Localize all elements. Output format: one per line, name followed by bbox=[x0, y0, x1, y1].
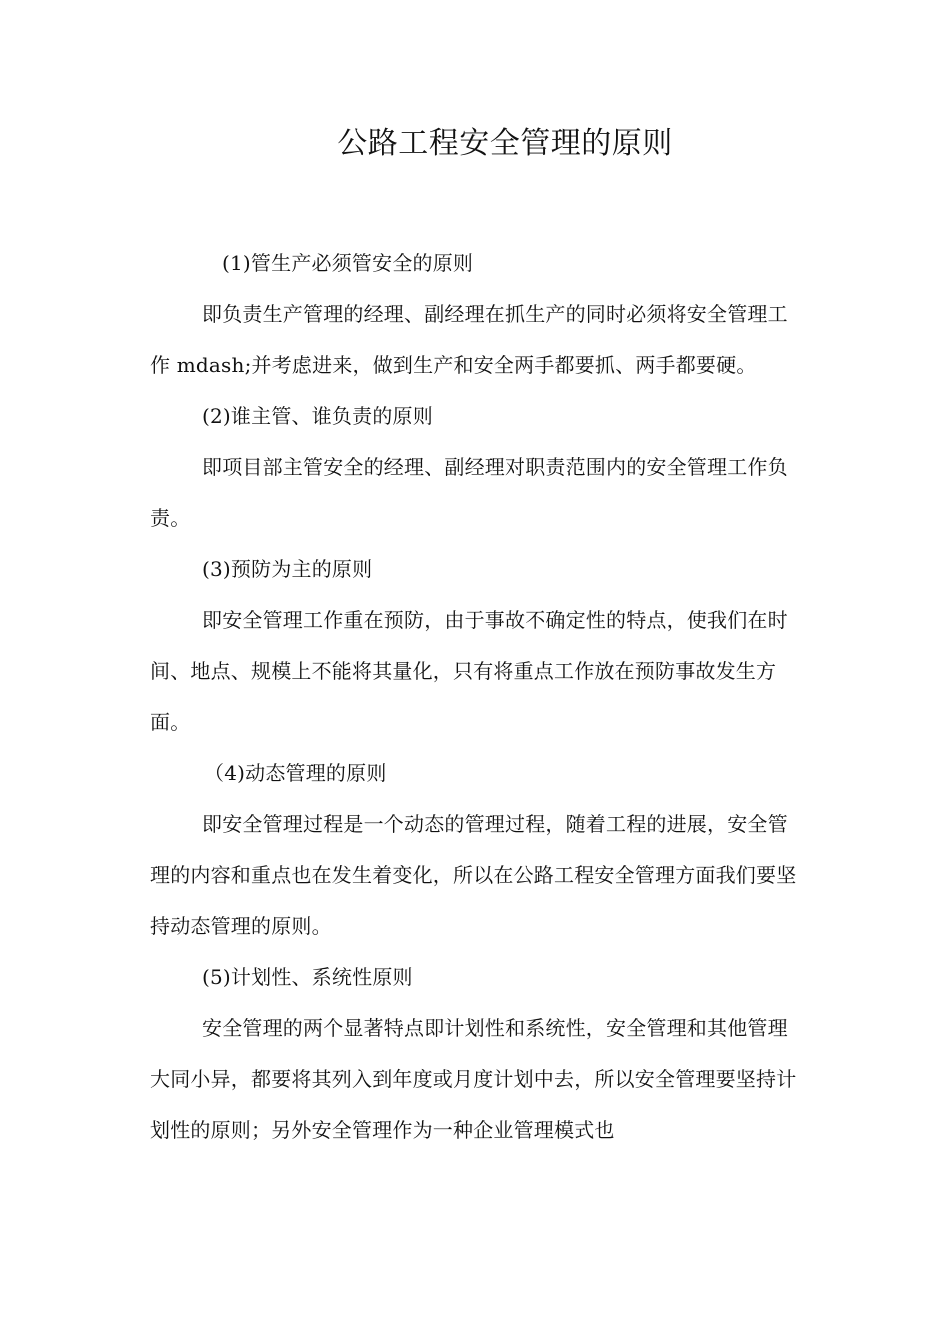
document-body bbox=[150, 238, 805, 1156]
section-heading-5: (5)计划性、系统性原则 bbox=[202, 965, 413, 989]
paragraph-3: 即安全管理工作重在预防，由于事故不确定性的特点，使我们在时间、地点、规模上不能将其量化，只有将重点工作放在预防事故发生方面。 bbox=[150, 608, 788, 734]
section-heading-2: (2)谁主管、谁负责的原则 bbox=[202, 404, 433, 428]
paragraph-1: 即负责生产管理的经理、副经理在抓生产的同时必须将安全管理工作 mdash;并考虑进来，做到生产和安全两手都要抓、两手都要硬。 bbox=[150, 302, 788, 377]
paragraph-2: 即项目部主管安全的经理、副经理对职责范围内的安全管理工作负责。 bbox=[150, 455, 788, 530]
paragraph-4: 即安全管理过程是一个动态的管理过程，随着工程的进展，安全管理的内容和重点也在发生着变化，所以在公路工程安全管理方面我们要坚持动态管理的原则。 bbox=[150, 812, 797, 938]
section-heading-4: （4)动态管理的原则 bbox=[204, 761, 387, 785]
document-title: 公路工程安全管理的原则 bbox=[337, 126, 673, 161]
section-heading-1: (1)管生产必须管安全的原则 bbox=[222, 251, 474, 275]
paragraph-5: 安全管理的两个显著特点即计划性和系统性，安全管理和其他管理大同小异，都要将其列入到年度或月度计划中去，所以安全管理要坚持计划性的原则；另外安全管理作为一种企业管理模式也 bbox=[150, 1016, 797, 1142]
section-heading-3: (3)预防为主的原则 bbox=[202, 557, 373, 581]
